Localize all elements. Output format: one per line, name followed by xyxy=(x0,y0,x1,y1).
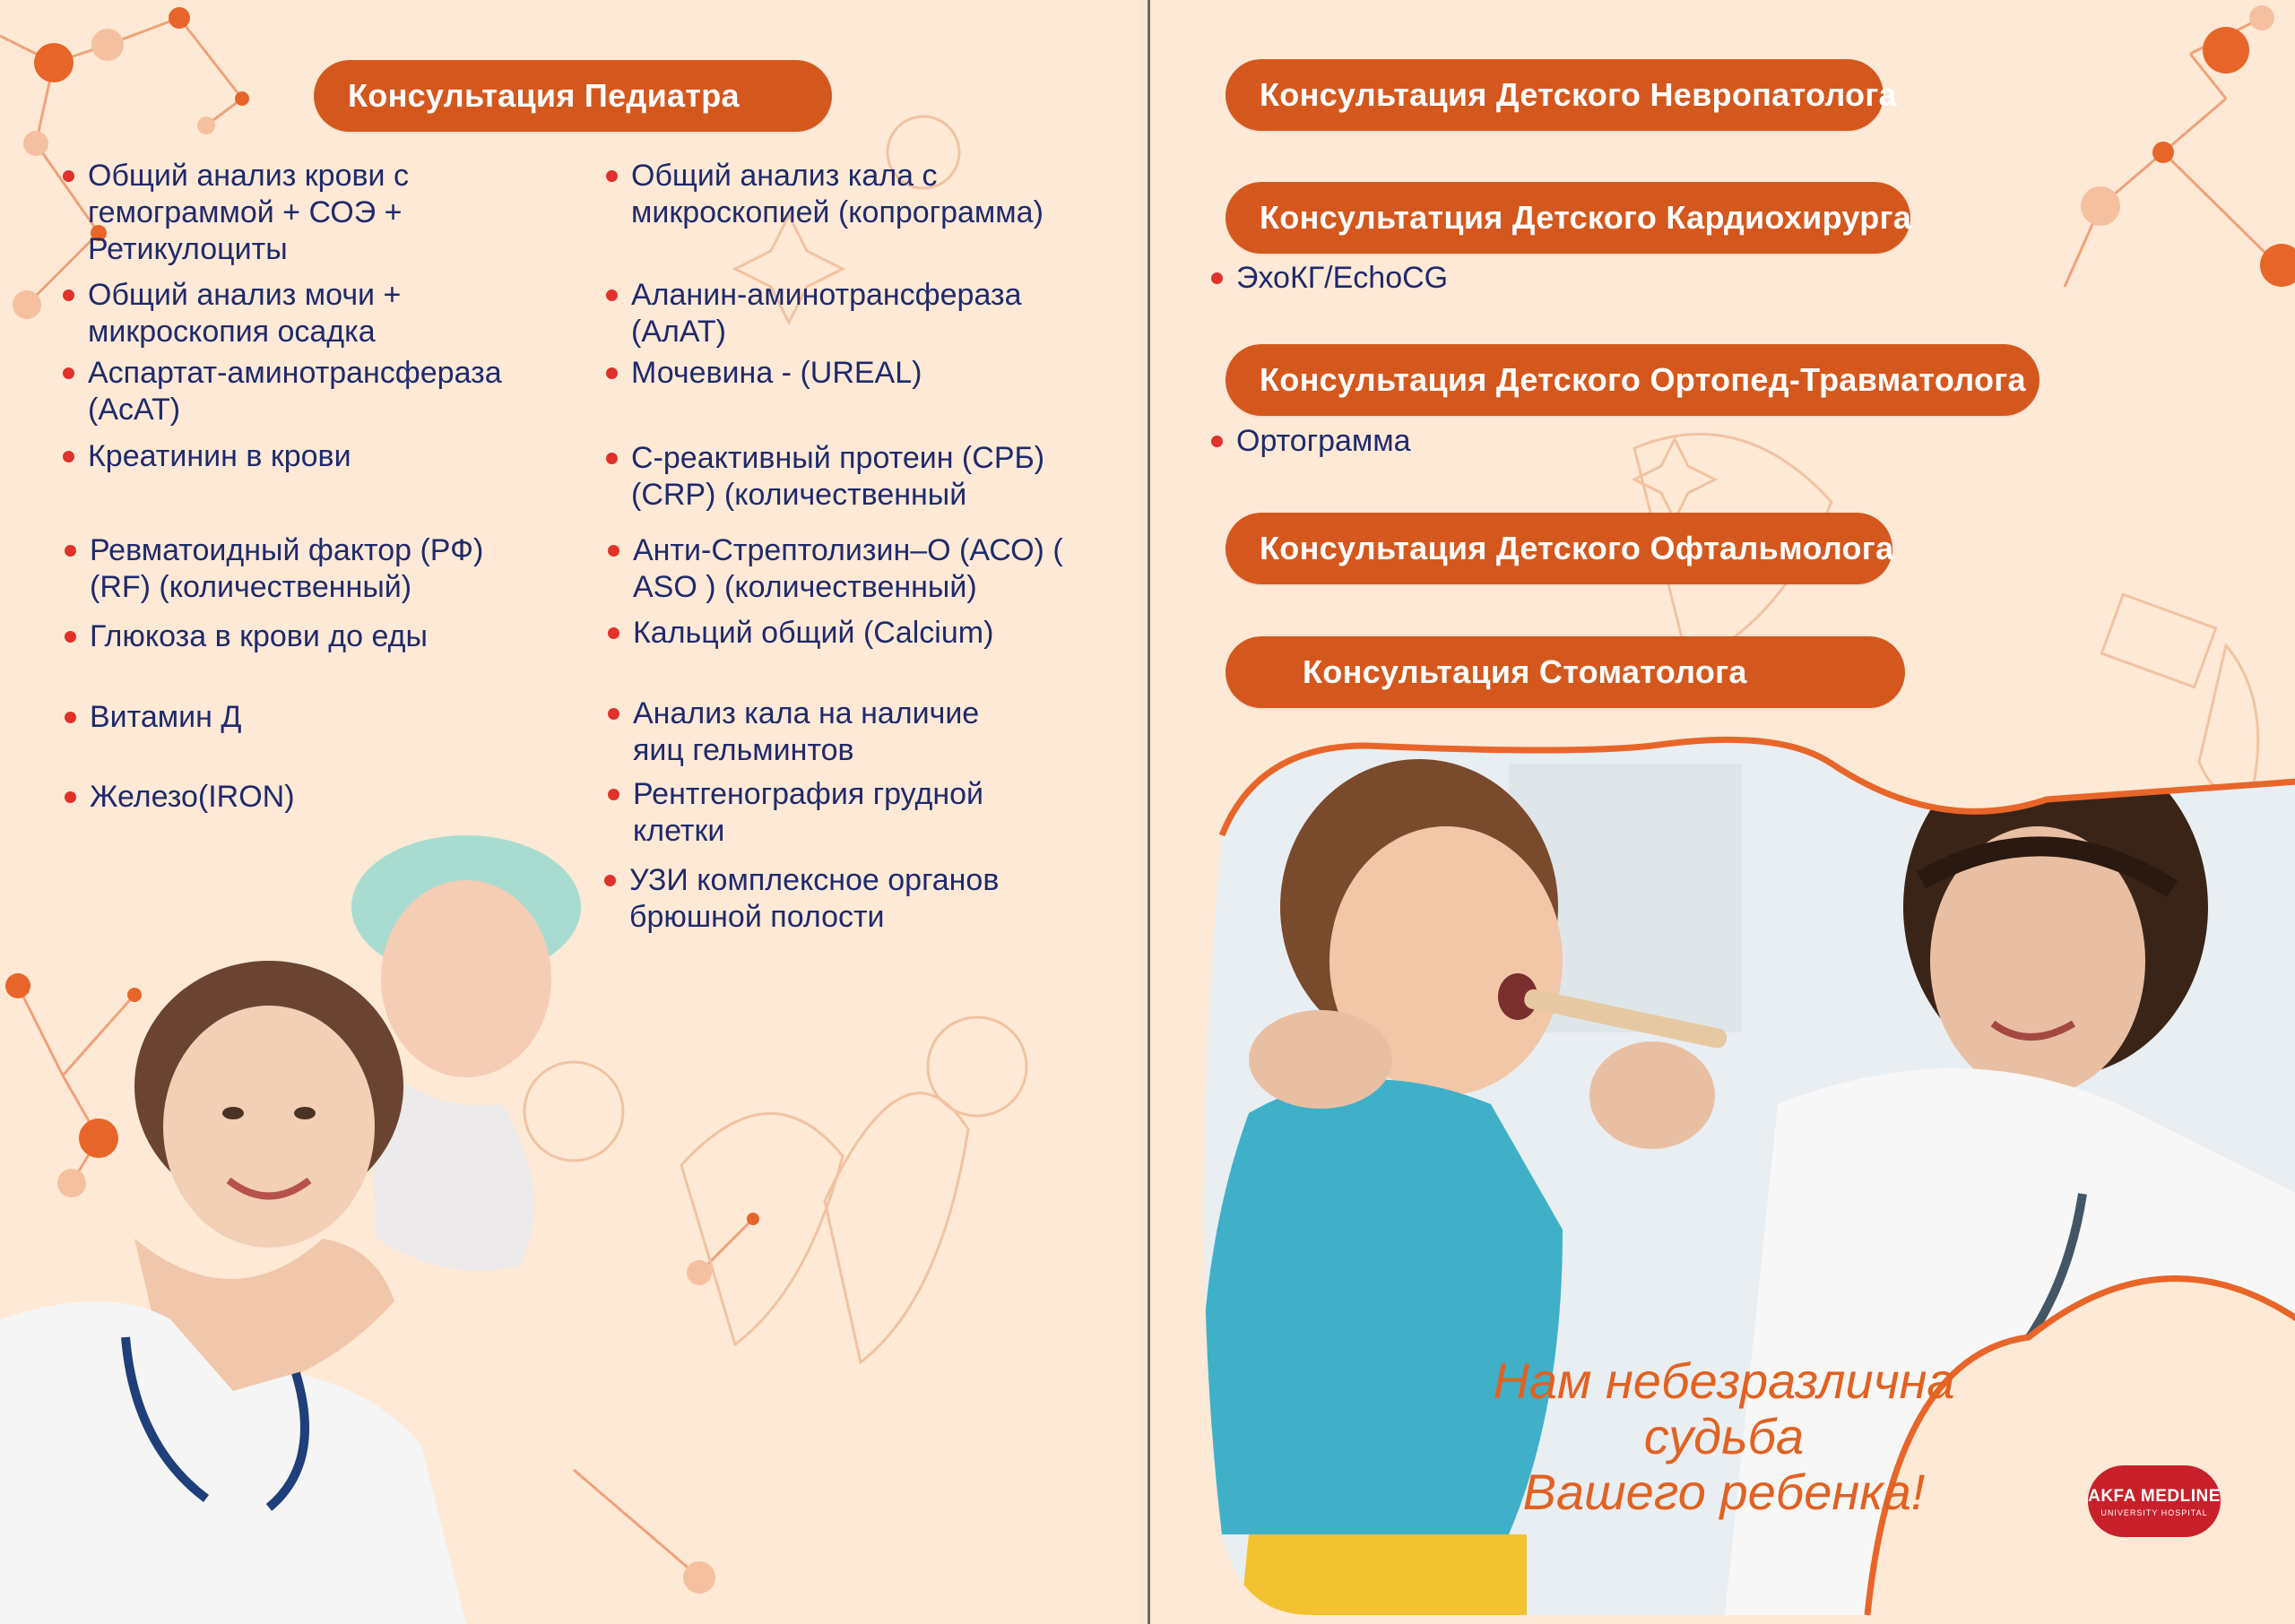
bullet-icon xyxy=(63,170,74,182)
list-item: Анти-Стрептолизин–О (АСО) ( ASO ) (количественный) xyxy=(608,532,1092,606)
section-header-cardiosurgeon: Консультатция Детского Кардиохирурга xyxy=(1225,182,1910,254)
list-item: Аланин-аминотрансфераза (АлАТ) xyxy=(606,277,1108,350)
section-header-pediatrician: Консультация Педиатра xyxy=(314,60,832,132)
section-header-orthopedist: Консультация Детского Ортопед-Травматолога xyxy=(1225,344,2040,416)
list-item: Общий анализ крови с гемограммой + СОЭ + Ретикулоциты xyxy=(63,158,475,268)
bullet-icon xyxy=(65,712,76,723)
bullet-icon xyxy=(1211,436,1223,447)
list-item: Ортограмма xyxy=(1211,423,1659,460)
bullet-icon xyxy=(606,289,618,301)
list-item: Ревматоидный фактор (РФ) (RF) (количественный) xyxy=(65,532,549,606)
bullet-icon xyxy=(63,451,74,462)
bullet-icon xyxy=(65,791,76,803)
list-item: Общий анализ кала с микроскопией (копрограмма) xyxy=(606,158,1108,231)
bullet-icon xyxy=(65,631,76,643)
list-item: Аспартат-аминотрансфераза (АсАТ) xyxy=(63,355,565,428)
list-item: Рентгенография грудной клетки xyxy=(608,776,1029,850)
list-item: Железо(IRON) xyxy=(65,779,549,816)
bullet-icon xyxy=(608,627,619,639)
bullet-icon xyxy=(65,545,76,557)
bullet-icon xyxy=(608,545,619,557)
bullet-icon xyxy=(608,708,619,720)
bullet-icon xyxy=(63,367,74,379)
bullet-icon xyxy=(606,453,618,464)
slogan: Нам небезразлична судьба Вашего ребенка! xyxy=(1493,1352,1955,1520)
bullet-icon xyxy=(606,367,618,379)
right-page xyxy=(1148,0,2295,1624)
list-item: Глюкоза в крови до еды xyxy=(65,618,549,655)
list-item: Витамин Д xyxy=(65,699,549,736)
list-item: УЗИ комплексное органов брюшной полости xyxy=(604,862,1070,936)
list-item: Мочевина - (UREAL) xyxy=(606,355,1108,392)
list-item: Общий анализ мочи + микроскопия осадка xyxy=(63,277,475,350)
list-item: Кальций общий (Calcium) xyxy=(608,615,1110,652)
doctor-child-photo xyxy=(0,817,610,1624)
bullet-icon xyxy=(1211,272,1223,284)
bullet-icon xyxy=(606,170,618,182)
list-item: ЭхоКГ/EchoCG xyxy=(1211,260,1659,297)
section-header-neurologist: Консультация Детского Невропатолога xyxy=(1225,59,1884,131)
list-item: Креатинин в крови xyxy=(63,438,565,475)
section-header-ophthalmologist: Консультация Детского Офтальмолога xyxy=(1225,513,1892,584)
left-page xyxy=(0,0,1139,1624)
bullet-icon xyxy=(63,289,74,301)
list-item: Анализ кала на наличие яиц гельминтов xyxy=(608,695,1029,769)
section-header-dentist: Консультация Стоматолога xyxy=(1225,636,1905,708)
hospital-logo: AKFA MEDLINE UNIVERSITY HOSPITAL xyxy=(2088,1465,2221,1537)
bullet-icon xyxy=(608,789,619,800)
list-item: С-реактивный протеин (СРБ) (CRP) (количественный xyxy=(606,440,1090,514)
